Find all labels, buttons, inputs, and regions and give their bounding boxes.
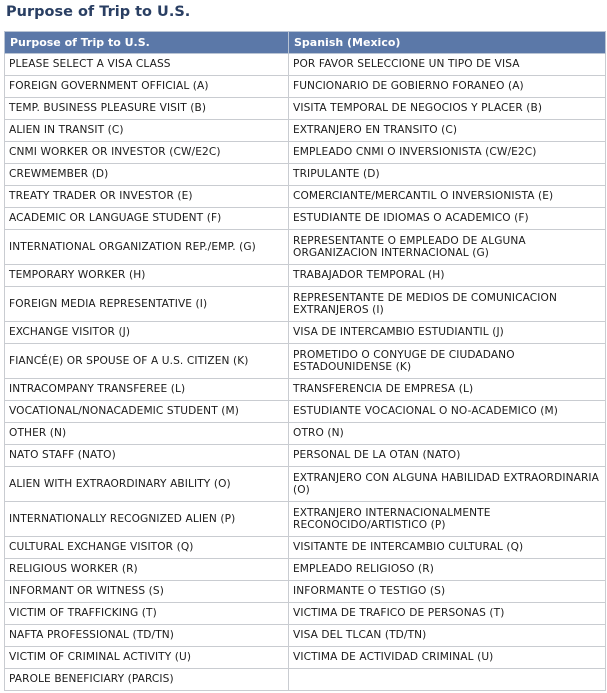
spanish-cell: ESTUDIANTE VOCACIONAL O NO-ACADEMICO (M) bbox=[289, 401, 606, 423]
spanish-cell: OTRO (N) bbox=[289, 423, 606, 445]
table-row bbox=[5, 98, 606, 120]
purpose-cell: CULTURAL EXCHANGE VISITOR (Q) bbox=[5, 537, 289, 559]
spanish-cell: PERSONAL DE LA OTAN (NATO) bbox=[289, 445, 606, 467]
visa-class-table bbox=[4, 31, 606, 691]
table-row bbox=[5, 344, 606, 379]
spanish-cell: VISITANTE DE INTERCAMBIO CULTURAL (Q) bbox=[289, 537, 606, 559]
table-header-row bbox=[5, 32, 606, 54]
purpose-cell: VICTIM OF TRAFFICKING (T) bbox=[5, 603, 289, 625]
purpose-cell: TEMPORARY WORKER (H) bbox=[5, 265, 289, 287]
spanish-cell: VISITA TEMPORAL DE NEGOCIOS Y PLACER (B) bbox=[289, 98, 606, 120]
spanish-cell: REPRESENTANTE O EMPLEADO DE ALGUNA ORGANIZACION INTERNACIONAL (G) bbox=[289, 230, 606, 265]
spanish-cell: EMPLEADO RELIGIOSO (R) bbox=[289, 559, 606, 581]
purpose-cell: PLEASE SELECT A VISA CLASS bbox=[5, 54, 289, 76]
purpose-cell: EXCHANGE VISITOR (J) bbox=[5, 322, 289, 344]
column-header-purpose: Purpose of Trip to U.S. bbox=[5, 32, 289, 54]
purpose-cell: RELIGIOUS WORKER (R) bbox=[5, 559, 289, 581]
table-row bbox=[5, 230, 606, 265]
spanish-cell: ESTUDIANTE DE IDIOMAS O ACADEMICO (F) bbox=[289, 208, 606, 230]
purpose-cell: CREWMEMBER (D) bbox=[5, 164, 289, 186]
page-title: Purpose of Trip to U.S. bbox=[6, 4, 191, 20]
spanish-cell: VICTIMA DE ACTIVIDAD CRIMINAL (U) bbox=[289, 647, 606, 669]
spanish-cell: TRABAJADOR TEMPORAL (H) bbox=[289, 265, 606, 287]
purpose-cell: CNMI WORKER OR INVESTOR (CW/E2C) bbox=[5, 142, 289, 164]
purpose-cell: INTERNATIONAL ORGANIZATION REP./EMP. (G) bbox=[5, 230, 289, 265]
spanish-cell: EXTRANJERO EN TRANSITO (C) bbox=[289, 120, 606, 142]
spanish-cell: COMERCIANTE/MERCANTIL O INVERSIONISTA (E) bbox=[289, 186, 606, 208]
table-row bbox=[5, 287, 606, 322]
table-row bbox=[5, 265, 606, 287]
table-row bbox=[5, 559, 606, 581]
purpose-cell: TEMP. BUSINESS PLEASURE VISIT (B) bbox=[5, 98, 289, 120]
purpose-cell: TREATY TRADER OR INVESTOR (E) bbox=[5, 186, 289, 208]
purpose-cell: NAFTA PROFESSIONAL (TD/TN) bbox=[5, 625, 289, 647]
spanish-cell: VISA DE INTERCAMBIO ESTUDIANTIL (J) bbox=[289, 322, 606, 344]
spanish-cell: VISA DEL TLCAN (TD/TN) bbox=[289, 625, 606, 647]
purpose-cell: ACADEMIC OR LANGUAGE STUDENT (F) bbox=[5, 208, 289, 230]
purpose-cell: OTHER (N) bbox=[5, 423, 289, 445]
spanish-cell: REPRESENTANTE DE MEDIOS DE COMUNICACION EXTRANJEROS (I) bbox=[289, 287, 606, 322]
spanish-cell: TRIPULANTE (D) bbox=[289, 164, 606, 186]
table-row bbox=[5, 142, 606, 164]
purpose-cell: INTRACOMPANY TRANSFEREE (L) bbox=[5, 379, 289, 401]
table-row bbox=[5, 669, 606, 691]
table-row bbox=[5, 445, 606, 467]
purpose-cell: FOREIGN GOVERNMENT OFFICIAL (A) bbox=[5, 76, 289, 98]
table-row bbox=[5, 208, 606, 230]
table-row bbox=[5, 120, 606, 142]
spanish-cell: PROMETIDO O CONYUGE DE CIUDADANO ESTADOUNIDENSE (K) bbox=[289, 344, 606, 379]
spanish-cell: TRANSFERENCIA DE EMPRESA (L) bbox=[289, 379, 606, 401]
table-row bbox=[5, 322, 606, 344]
spanish-cell: VICTIMA DE TRAFICO DE PERSONAS (T) bbox=[289, 603, 606, 625]
purpose-cell: ALIEN IN TRANSIT (C) bbox=[5, 120, 289, 142]
table-row bbox=[5, 164, 606, 186]
spanish-cell: POR FAVOR SELECCIONE UN TIPO DE VISA bbox=[289, 54, 606, 76]
table-row bbox=[5, 625, 606, 647]
table-row bbox=[5, 54, 606, 76]
column-header-spanish: Spanish (Mexico) bbox=[289, 32, 606, 54]
spanish-cell: EXTRANJERO INTERNACIONALMENTE RECONOCIDO/ARTISTICO (P) bbox=[289, 502, 606, 537]
spanish-cell: FUNCIONARIO DE GOBIERNO FORANEO (A) bbox=[289, 76, 606, 98]
spanish-cell: EMPLEADO CNMI O INVERSIONISTA (CW/E2C) bbox=[289, 142, 606, 164]
table-row bbox=[5, 502, 606, 537]
purpose-cell: FOREIGN MEDIA REPRESENTATIVE (I) bbox=[5, 287, 289, 322]
table-row bbox=[5, 379, 606, 401]
purpose-cell: INTERNATIONALLY RECOGNIZED ALIEN (P) bbox=[5, 502, 289, 537]
spanish-cell: EXTRANJERO CON ALGUNA HABILIDAD EXTRAORDINARIA (O) bbox=[289, 467, 606, 502]
purpose-cell: NATO STAFF (NATO) bbox=[5, 445, 289, 467]
purpose-cell: INFORMANT OR WITNESS (S) bbox=[5, 581, 289, 603]
table-row bbox=[5, 186, 606, 208]
table-row bbox=[5, 647, 606, 669]
purpose-cell: PAROLE BENEFICIARY (PARCIS) bbox=[5, 669, 289, 691]
purpose-cell: FIANCÉ(E) OR SPOUSE OF A U.S. CITIZEN (K) bbox=[5, 344, 289, 379]
table-row bbox=[5, 76, 606, 98]
spanish-cell: INFORMANTE O TESTIGO (S) bbox=[289, 581, 606, 603]
table-row bbox=[5, 401, 606, 423]
table-row bbox=[5, 467, 606, 502]
table-row bbox=[5, 423, 606, 445]
table-row bbox=[5, 537, 606, 559]
table-row bbox=[5, 603, 606, 625]
purpose-cell: VICTIM OF CRIMINAL ACTIVITY (U) bbox=[5, 647, 289, 669]
spanish-cell bbox=[289, 669, 606, 691]
purpose-cell: ALIEN WITH EXTRAORDINARY ABILITY (O) bbox=[5, 467, 289, 502]
table-row bbox=[5, 581, 606, 603]
purpose-cell: VOCATIONAL/NONACADEMIC STUDENT (M) bbox=[5, 401, 289, 423]
